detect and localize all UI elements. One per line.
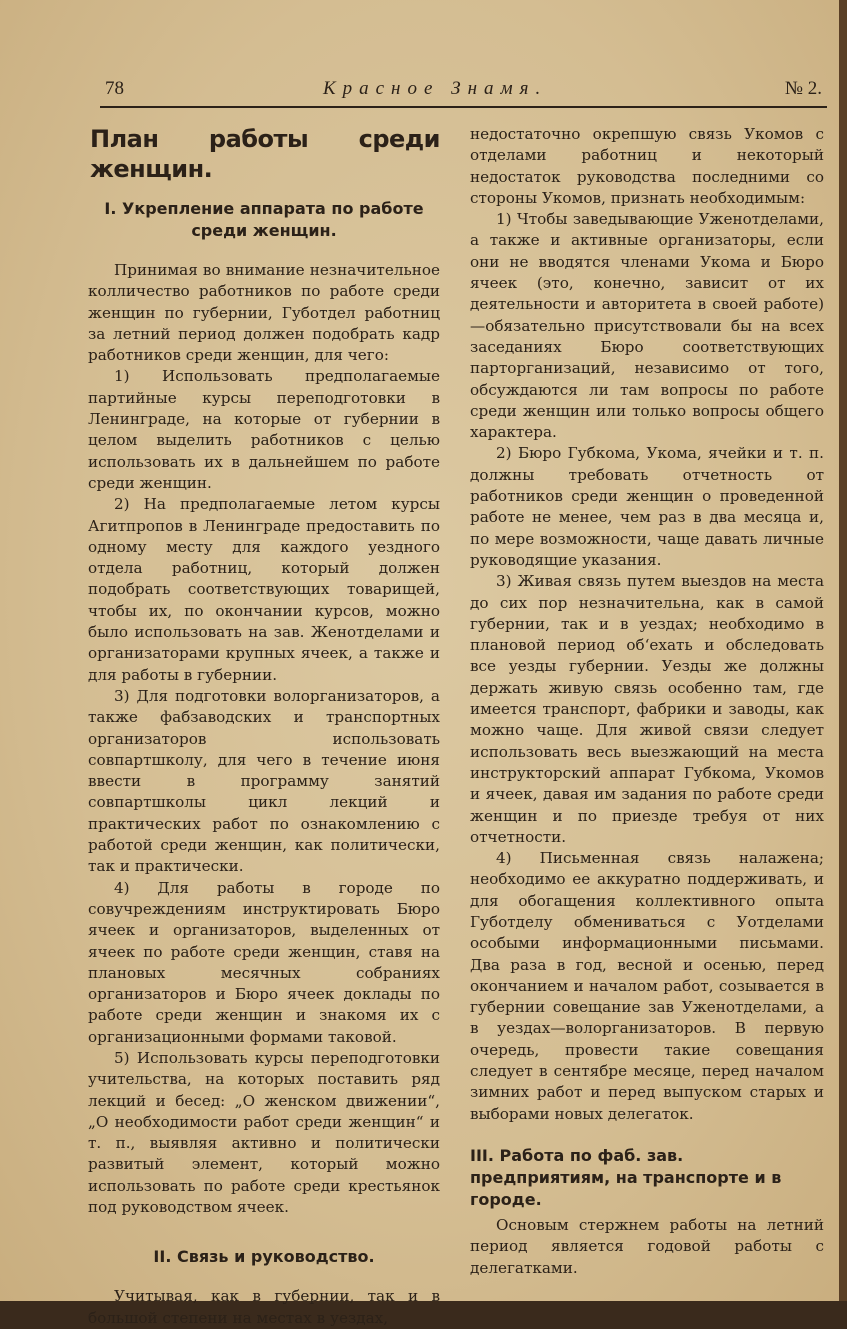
left-column [88,124,440,1329]
paragraph: 4) Письменная связь налажена; необходимо ее аккуратно поддерживать, и для обогащения коллективного опыта Губотделу обмениваться с Уотделами особыми информационными письмами. Два раза в год, весной и осенью, перед окончанием и началом работ, созывается в губернии совещание зав Уженотделами, а в уездах—волорганизаторов. В первую очередь, провести такие совещания следует в сентябре месяце, перед началом зимних работ и перед выпуском старых и выборами новых делегаток. [470,849,824,1123]
paragraph: 3) Для подготовки волорганизаторов, а также фабзаводских и транспортных организаторов использовать совпартшколу, для чего в течение июня ввести в программу занятий совпартшколы цикл лекций и практических работ по ознакомлению с работой среди женщин, как политически, так и практически. [88,686,440,876]
paragraph: Основым стержнем работы на летний период является годовой работы с делегатками. [470,1215,824,1277]
running-header [105,78,822,104]
issue-number: № 2. [784,78,822,99]
paragraph: 2) Бюро Губкома, Укома, ячейки и т. п. должны требовать отчетность от работников среди женщин о проведенной работе не менее, чем раз в два месяца и, по мере возможности, чаще давать личные руководящие указания. [470,444,824,569]
paragraph: недостаточно окрепшую связь Укомов с отделами работниц и некоторый недостаток руководства последними со стороны Укомов, признать необходимым: [470,125,824,207]
paragraph: 1) Чтобы заведывающие Уженотделами, а также и активные организаторы, если они не вводятся членами Укома и Бюро ячеек (это, конечно, зависит от их деятельности и авторитета в своей работе)—обязательно присутствовали бы на всех заседаниях Бюро соответствующих парторганизаций, независимо от того, обсуждаются ли там вопросы по работе среди женщин или только вопросы общего характера. [470,210,824,442]
paragraph: 1) Использовать предполагаемые партийные курсы переподготовки в Ленинграде, на которые от губернии в целом выделить работников с целью использовать их в дальнейшем по работе среди женщин. [88,367,440,492]
right-column [470,124,824,1279]
paragraph: 5) Использовать курсы переподготовки учительства, на которых поставить ряд лекций и бесед: „О женском движении“, „О необходимости работ среди женщин“ и т. п., выявляя активно и политически развитый элемент, который можно использовать по работе среди крестьянок под руководством ячеек. [88,1048,440,1217]
paragraph: Принимая во внимание незначительное колличество работников по работе среди женщин по губернии, Губотдел работниц за летний период должен подобрать кадр работников среди женщин, для чего: [88,261,440,365]
section-heading-3: III. Работа по фаб. зав. предприятиям, на транспорте и в городе. [470,1145,782,1209]
paragraph: 4) Для работы в городе по совучреждениям инструктировать Бюро ячеек и организаторов, выделенных от ячеек по работе среди женщин, ставя на плановых месячных собраниях организаторов и Бюро ячеек доклады по работе среди женщин и знакомя их с организационными формами таковой. [88,878,440,1046]
header-rule [100,106,827,108]
paragraph: Учитывая, как в губернии, так и в большой степени на местах в уездах, [88,1287,440,1327]
paragraph: 3) Живая связь путем выездов на места до сих пор незначительна, как в самой губернии, так и в уездах; необходимо в плановой период об‘ехать и обследовать все уезды губернии. Уезды же должны держать живую связь особенно там, где имеется транспорт, фабрики и заводы, как можно чаще. Для живой связи следует использовать весь выезжающий на места инструкторский аппарат Губкома, Укомов и ячеек, давая им задания по работе среди женщин и по приезде требуя от них отчетности. [470,572,824,846]
section-heading-2: II. Связь и руководство. [153,1247,375,1267]
section-heading-1: I. Укрепление аппарата по работе среди женщин. [104,199,424,240]
page-number: 78 [105,78,124,99]
paragraph: 2) На предполагаемые летом курсы Агитпропов в Ленинграде предоставить по одному месту для каждого уездного отдела работниц, который должен подобрать соответствующих товарищей, чтобы их, по окончании курсов, можно было использовать на зав. Женотделами и организаторами крупных ячеек, а также и для работы в губернии. [88,495,440,684]
article-title: План работы среди женщин. [90,125,440,183]
journal-title: Красное Знамя. [323,78,548,99]
page-spine [839,0,847,1301]
